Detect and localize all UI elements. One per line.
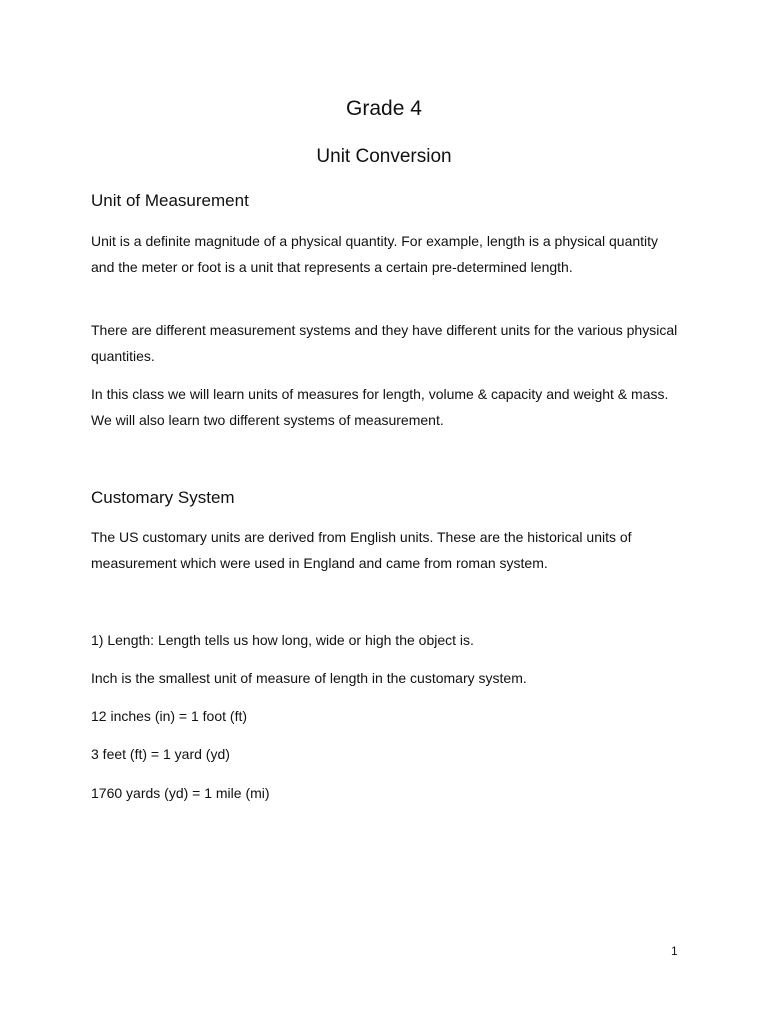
paragraph: In this class we will learn units of measures for length, volume & capacity and weight & mass. We will also learn two different systems of measurement. [91,386,669,428]
document-subtitle: Unit Conversion [316,146,452,167]
document-title: Grade 4 [346,97,422,120]
section-heading-unit-of-measurement: Unit of Measurement [91,191,249,210]
paragraph: There are different measurement systems and they have different units for the various physical quantities. [91,322,678,364]
page-number: 1 [671,944,678,958]
list-item: 1) Length: Length tells us how long, wide or high the object is. [91,632,474,648]
list-item: Inch is the smallest unit of measure of length in the customary system. [91,670,527,686]
list-item: 12 inches (in) = 1 foot (ft) [91,708,248,724]
list-item: 1760 yards (yd) = 1 mile (mi) [91,785,270,801]
paragraph: Unit is a definite magnitude of a physical quantity. For example, length is a physical quantity and the meter or foot is a unit that represents a certain pre-determined length. [91,233,659,275]
paragraph: The US customary units are derived from English units. These are the historical units of measurement which were used in England and came from roman system. [91,529,632,571]
section-heading-customary-system: Customary System [91,488,235,507]
list-item: 3 feet (ft) = 1 yard (yd) [91,746,230,762]
